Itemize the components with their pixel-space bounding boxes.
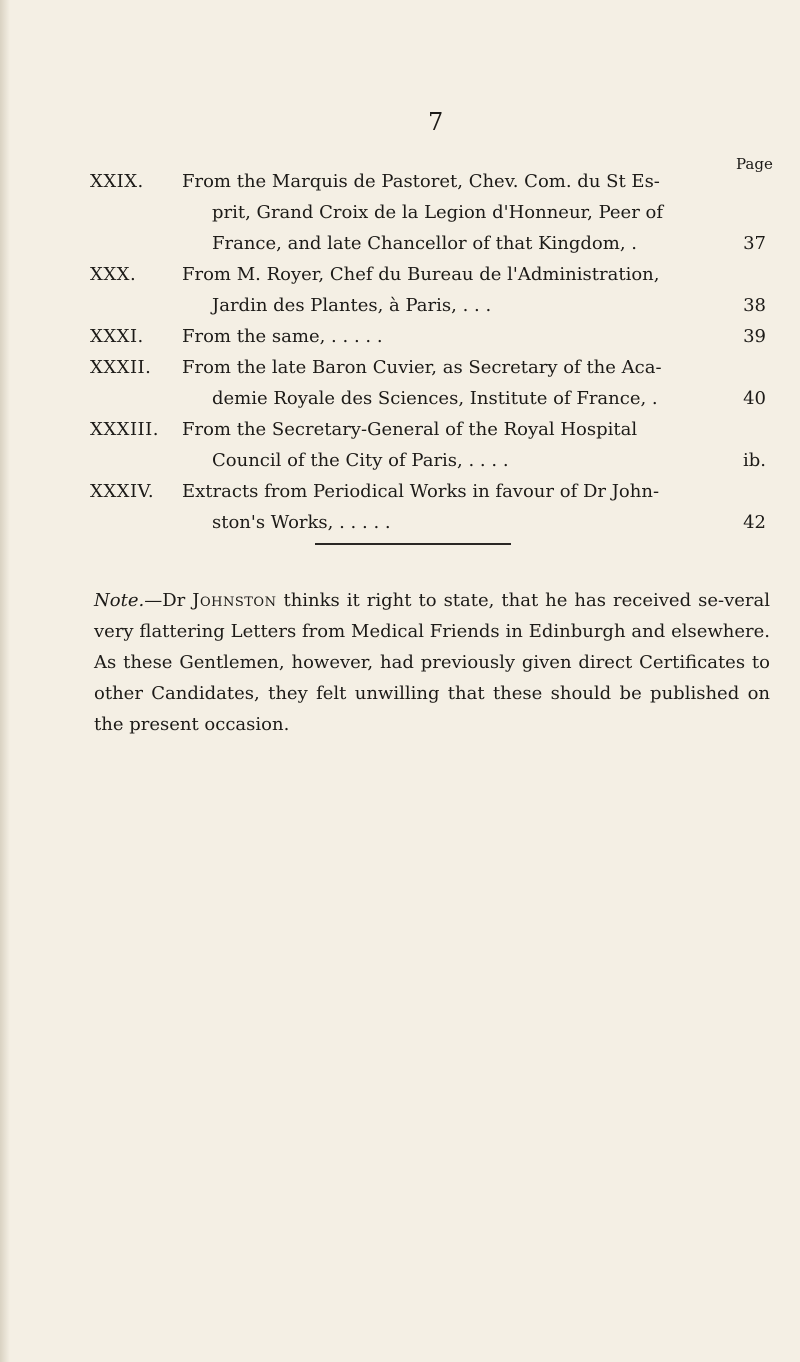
contents-entry	[90, 321, 766, 352]
contents-entry	[90, 259, 766, 321]
entry-numeral: XXX.	[90, 264, 137, 285]
entry-numeral: XXIX.	[90, 171, 144, 192]
entry-title: From the Secretary-General of the Royal Hospital	[182, 419, 638, 440]
entry-title: From the Marquis de Pastoret, Chev. Com. du St Es-	[182, 171, 660, 192]
entry-page: 40	[743, 388, 766, 409]
entry-continuation: demie Royale des Sciences, Institute of France, .	[212, 388, 658, 409]
page-edge-shadow	[0, 0, 10, 1362]
contents-entry	[90, 414, 766, 476]
note-label: Note.	[94, 590, 145, 611]
note-name: Johnston	[192, 590, 277, 611]
entry-continuation: Jardin des Plantes, à Paris, . . .	[212, 295, 492, 316]
entry-title: From M. Royer, Chef du Bureau de l'Administration,	[182, 264, 660, 285]
entry-continuation: prit, Grand Croix de la Legion d'Honneur, Peer of	[212, 202, 664, 223]
entry-continuation: Council of the City of Paris, . . . .	[212, 450, 509, 471]
entry-numeral: XXXIV.	[90, 481, 155, 502]
section-divider	[315, 543, 511, 545]
contents-list	[90, 166, 766, 538]
note-text: thinks it right to state, that he has received se-veral very flattering Letters from Medical Friends in Edinburgh and elsewhere. As these Gentlemen, however, had previously given direct Certificates to other Candidates, they felt unwilling that these should be published on the present occasion.	[94, 590, 770, 735]
entry-page: 39	[743, 326, 766, 347]
entry-continuation: ston's Works, . . . . .	[212, 512, 391, 533]
entry-page: ib.	[742, 450, 766, 471]
entry-title: From the late Baron Cuvier, as Secretary of the Aca-	[182, 357, 662, 378]
entry-numeral: XXXI.	[90, 326, 144, 347]
entry-numeral: XXXIII.	[90, 419, 159, 440]
entry-title: Extracts from Periodical Works in favour of Dr John-	[182, 481, 660, 502]
contents-entry	[90, 166, 766, 259]
entry-title: From the same, . . . . .	[182, 326, 383, 347]
contents-entry	[90, 352, 766, 414]
entry-numeral: XXXII.	[90, 357, 152, 378]
entry-page: 38	[743, 295, 766, 316]
note-dash: —Dr	[144, 590, 193, 611]
entry-page: 37	[743, 233, 766, 254]
entry-continuation: France, and late Chancellor of that Kingdom, .	[212, 233, 638, 254]
note-paragraph	[94, 585, 770, 740]
contents-entry	[90, 476, 766, 538]
page-column-label: Page	[736, 155, 773, 173]
entry-page	[726, 197, 766, 228]
page-number: 7	[428, 108, 444, 136]
entry-page: 42	[743, 512, 766, 533]
